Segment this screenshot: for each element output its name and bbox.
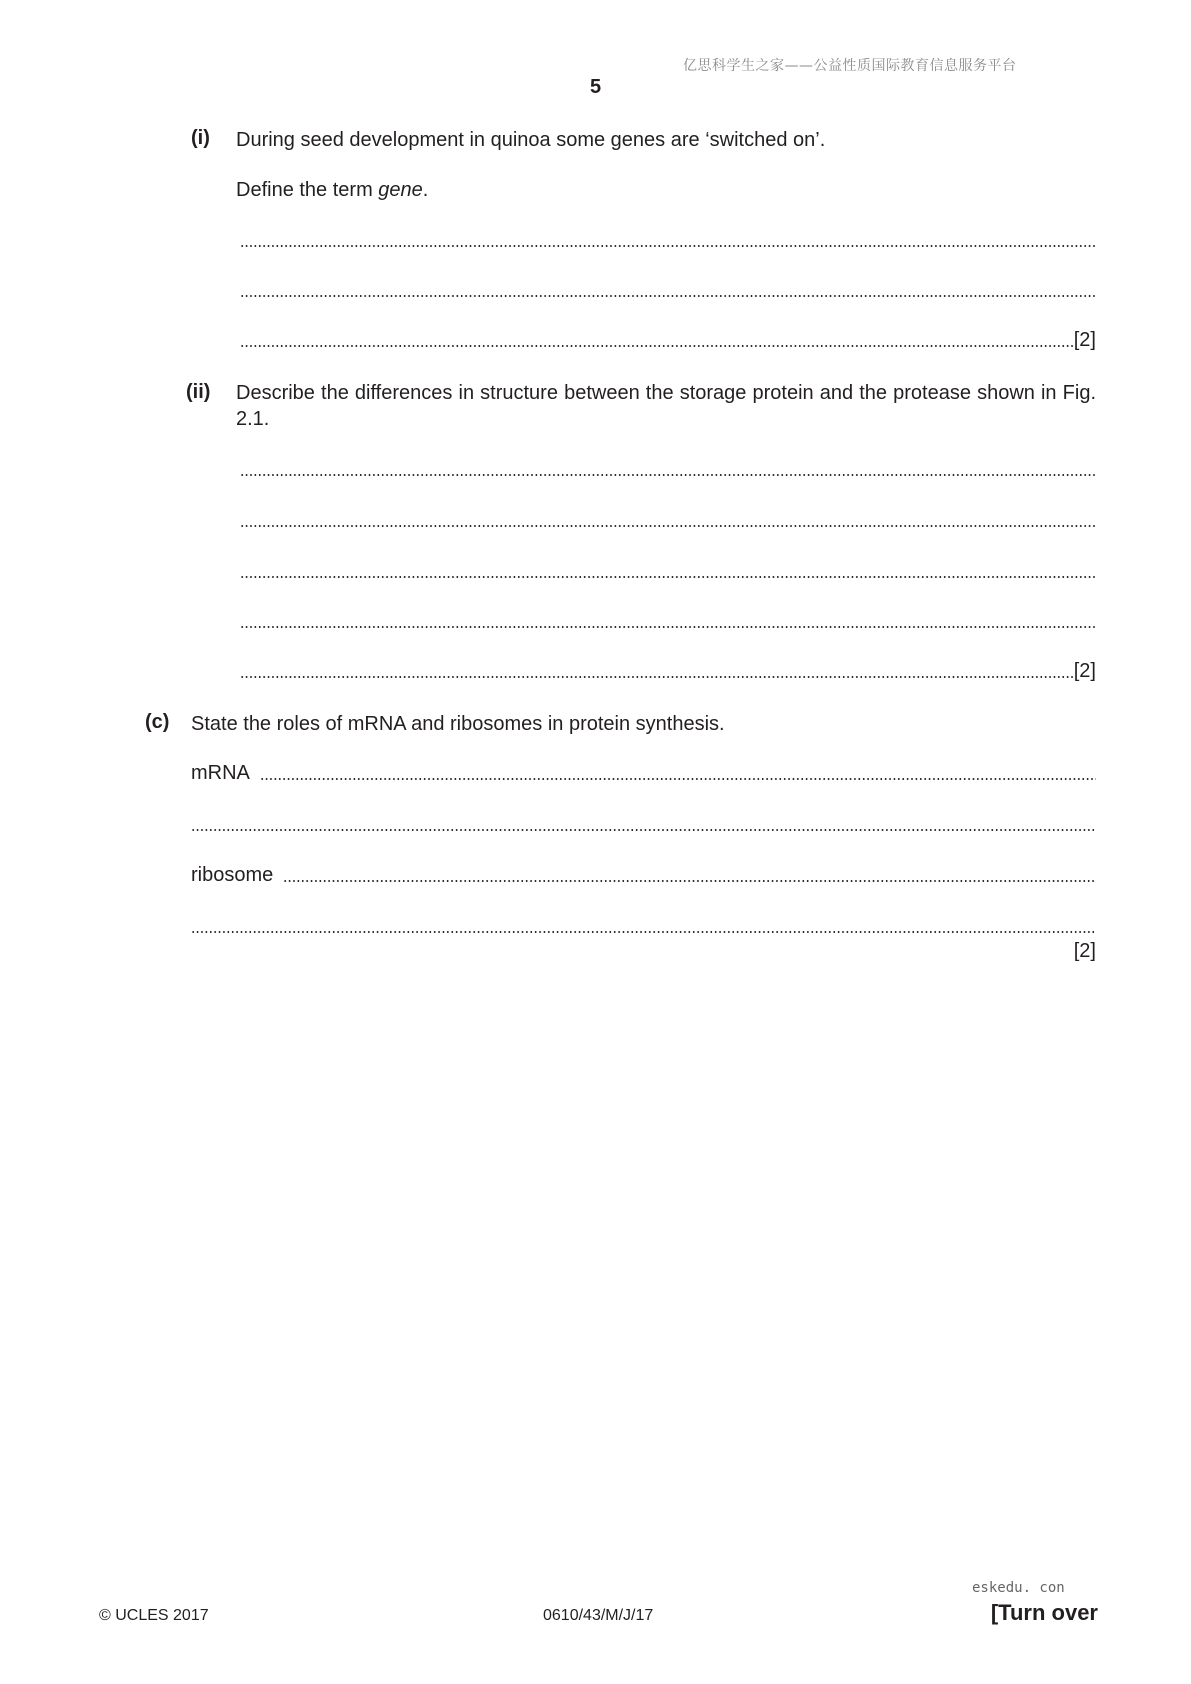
question-ii-text: Describe the differences in structure between the storage protein and the protease shown in Fig. 2.1. — [236, 382, 1096, 430]
mark-allocation-c: [2] — [1073, 940, 1096, 962]
mark-allocation: [2] — [1073, 329, 1096, 351]
question-i-prompt — [236, 177, 1096, 203]
answer-line-mrna-2[interactable] — [191, 813, 1096, 835]
question-c-label: (c) — [145, 711, 170, 733]
answer-line-ii-2[interactable] — [240, 509, 1096, 531]
answer-line-ii-1[interactable] — [240, 458, 1096, 480]
answer-line-i-3[interactable] — [240, 329, 1096, 351]
copyright-text: © UCLES 2017 — [99, 1607, 209, 1624]
site-watermark: eskedu. con — [972, 1580, 1065, 1596]
mark-allocation: [2] — [1073, 660, 1096, 682]
answer-line-ii-5[interactable] — [240, 660, 1096, 682]
paper-code: 0610/43/M/J/17 — [543, 1607, 654, 1624]
question-i-stem: During seed development in quinoa some genes are ‘switched on’. — [236, 129, 826, 151]
ribosome-label: ribosome — [191, 864, 274, 886]
answer-line-mrna[interactable] — [191, 762, 1096, 784]
question-i-prompt-prefix: Define the term — [236, 179, 379, 201]
question-i-prompt-term: gene — [378, 179, 423, 201]
question-ii-label: (ii) — [186, 381, 211, 403]
question-c-text: State the roles of mRNA and ribosomes in protein synthesis. — [191, 713, 725, 735]
answer-line-ii-4[interactable] — [240, 610, 1096, 632]
question-i-label: (i) — [191, 127, 210, 149]
answer-line-i-1[interactable] — [240, 229, 1096, 251]
watermark-text: 亿思科学生之家——公益性质国际教育信息服务平台 — [683, 58, 1017, 74]
answer-line-ribosome-2[interactable] — [191, 915, 1096, 937]
answer-line-ribosome[interactable] — [191, 864, 1096, 886]
question-i-prompt-suffix: . — [422, 179, 429, 201]
turn-over-label: [Turn over — [990, 1600, 1098, 1625]
answer-line-ii-3[interactable] — [240, 560, 1096, 582]
answer-line-i-2[interactable] — [240, 279, 1096, 301]
page-number: 5 — [589, 76, 602, 98]
mrna-label: mRNA — [191, 762, 250, 784]
